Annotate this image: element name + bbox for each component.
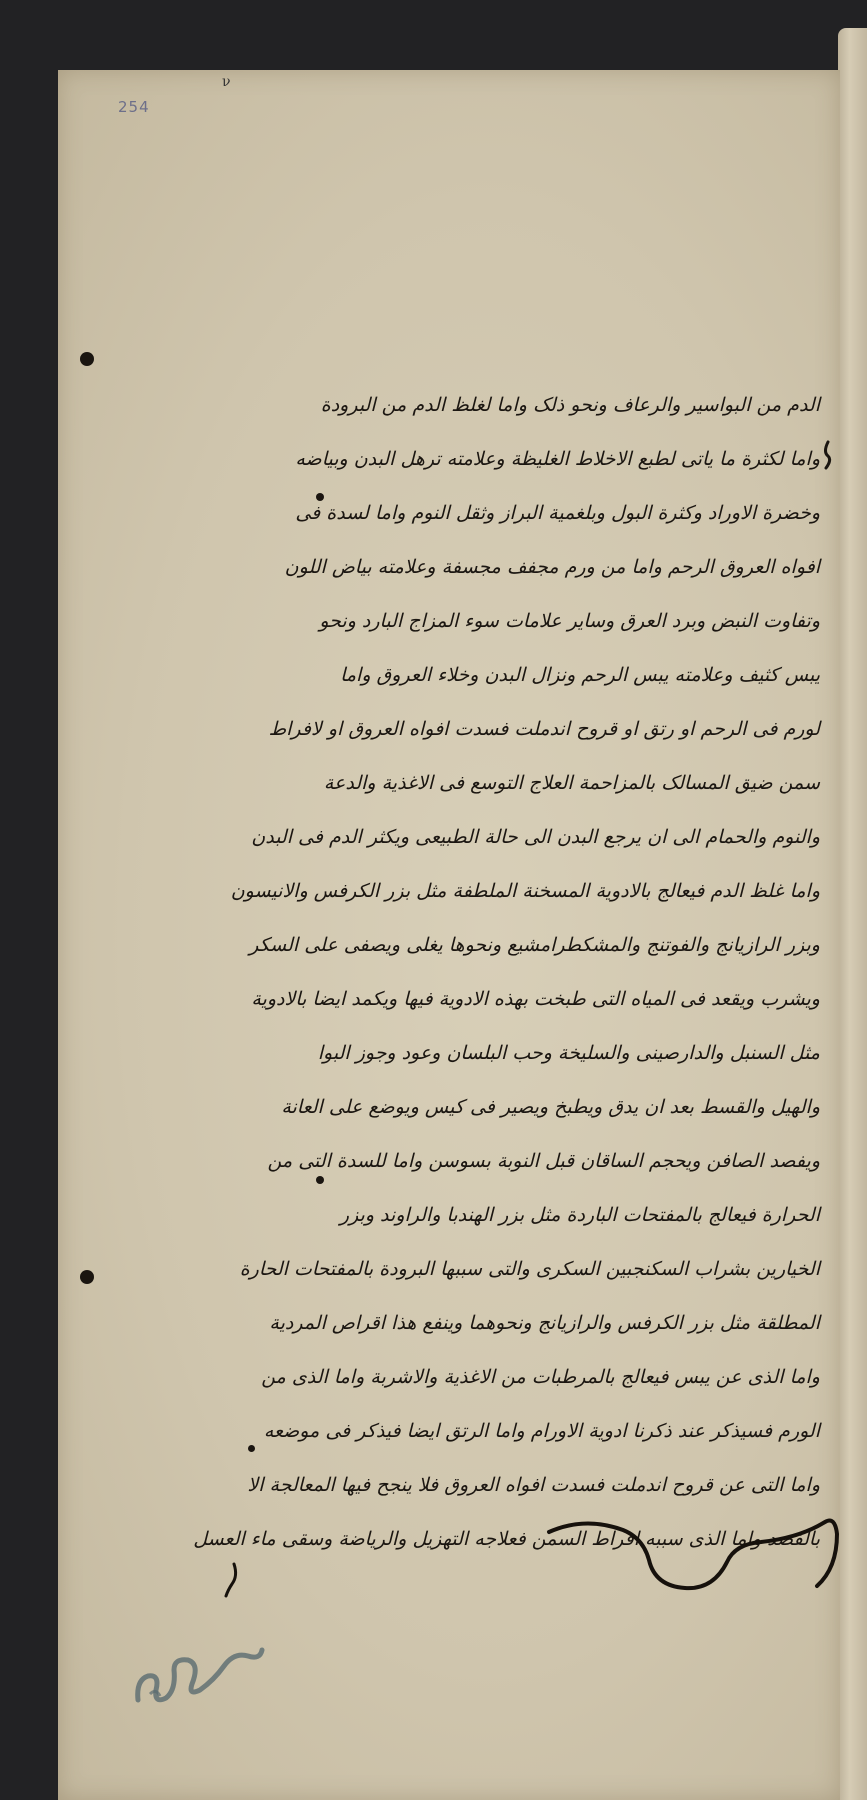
- pen-mark-icon: [222, 1562, 242, 1598]
- text-line: والنوم والحمام الی ان یرجع البدن الی حالة الطبیعی ویکثر الدم فی البدن: [251, 826, 820, 848]
- ink-dot: [80, 1270, 94, 1284]
- folio-number: 254: [118, 98, 150, 116]
- ink-dot: [80, 352, 94, 366]
- ink-dot: [248, 1445, 255, 1452]
- ink-dot: [316, 493, 324, 501]
- text-line: واما غلظ الدم فیعالج بالادویة المسخنة الملطفة مثل بزر الکرفس والانیسون: [230, 880, 820, 902]
- text-line: لورم فی الرحم او رتق او قروح اندملت فسدت افواه العروق او لافراط: [268, 718, 820, 740]
- library-stamp-icon: [130, 1630, 270, 1710]
- text-block: [193, 378, 820, 1566]
- text-line: ویفصد الصافن ویحجم الساقان قبل النوبة بسوسن واما للسدة التی من: [267, 1150, 820, 1172]
- text-line: بالفصد واما الذی سببه افراط السمن فعلاجه التهزیل والریاضة وسقی ماء العسل: [193, 1528, 820, 1550]
- text-line: المطلقة مثل بزر الکرفس والرازیانج ونحوهما وینفع هذا اقراص المردیة: [269, 1312, 820, 1334]
- text-line: واما الذی عن یبس فیعالج بالمرطبات من الاغذیة والاشربة واما الذی من: [261, 1366, 820, 1388]
- colophon-flourish-icon: [545, 1508, 845, 1598]
- text-line: الحرارة فیعالج بالمفتحات الباردة مثل بزر الهندبا والراوند وبزر: [339, 1204, 820, 1226]
- ink-dot: [316, 1176, 324, 1184]
- text-line: وبزر الرازیانج والفوتنج والمشکطرامشیع ونحوها یغلی ویصفی علی السکر: [249, 934, 820, 956]
- text-line: وخضرة الاوراد وکثرة البول وبلغمیة البراز وثقل النوم واما لسدة فی: [295, 502, 820, 524]
- text-line: افواه العروق الرحم واما من ورم مجفف مجسفة وعلامته بیاض اللون: [284, 556, 820, 578]
- text-line: ویشرب ویقعد فی المیاه التی طبخت بهذه الادویة فیها ویکمد ایضا بالادویة: [251, 988, 820, 1010]
- text-line: یبس کثیف وعلامته یبس الرحم ونزال البدن وخلاء العروق واما: [340, 664, 820, 686]
- text-line: واما التی عن قروح اندملت فسدت افواه العروق فلا ینجح فیها المعالجة الا: [247, 1474, 820, 1496]
- text-line: واما لکثرة ما یاتی لطبع الاخلاط الغلیظة وعلامته ترهل البدن وبیاضه: [295, 448, 820, 470]
- text-line: الدم من البواسیر والرعاف ونحو ذلک واما لغلظ الدم من البرودة: [320, 394, 820, 416]
- text-line: سمن ضیق المسالک بالمزاحمة العلاج التوسع فی الاغذیة والدعة: [323, 772, 820, 794]
- folio-tick-mark: ν: [222, 74, 231, 90]
- text-line: مثل السنبل والدارصینی والسلیخة وحب البلسان وعود وجوز البوا: [317, 1042, 820, 1064]
- text-line: الورم فسیذکر عند ذکرنا ادویة الاورام واما الرتق ایضا فیذکر فی موضعه: [263, 1420, 820, 1442]
- text-line: والهیل والقسط بعد ان یدق ویطبخ ویصیر فی کیس ویوضع علی العانة: [281, 1096, 820, 1118]
- text-line: الخیارین بشراب السکنجبین السکری والتی سببها البرودة بالمفتحات الحارة: [239, 1258, 820, 1280]
- margin-mark-icon: [820, 440, 836, 470]
- text-line: وتفاوت النبض وبرد العرق وسایر علامات سوء المزاج البارد ونحو: [319, 610, 820, 632]
